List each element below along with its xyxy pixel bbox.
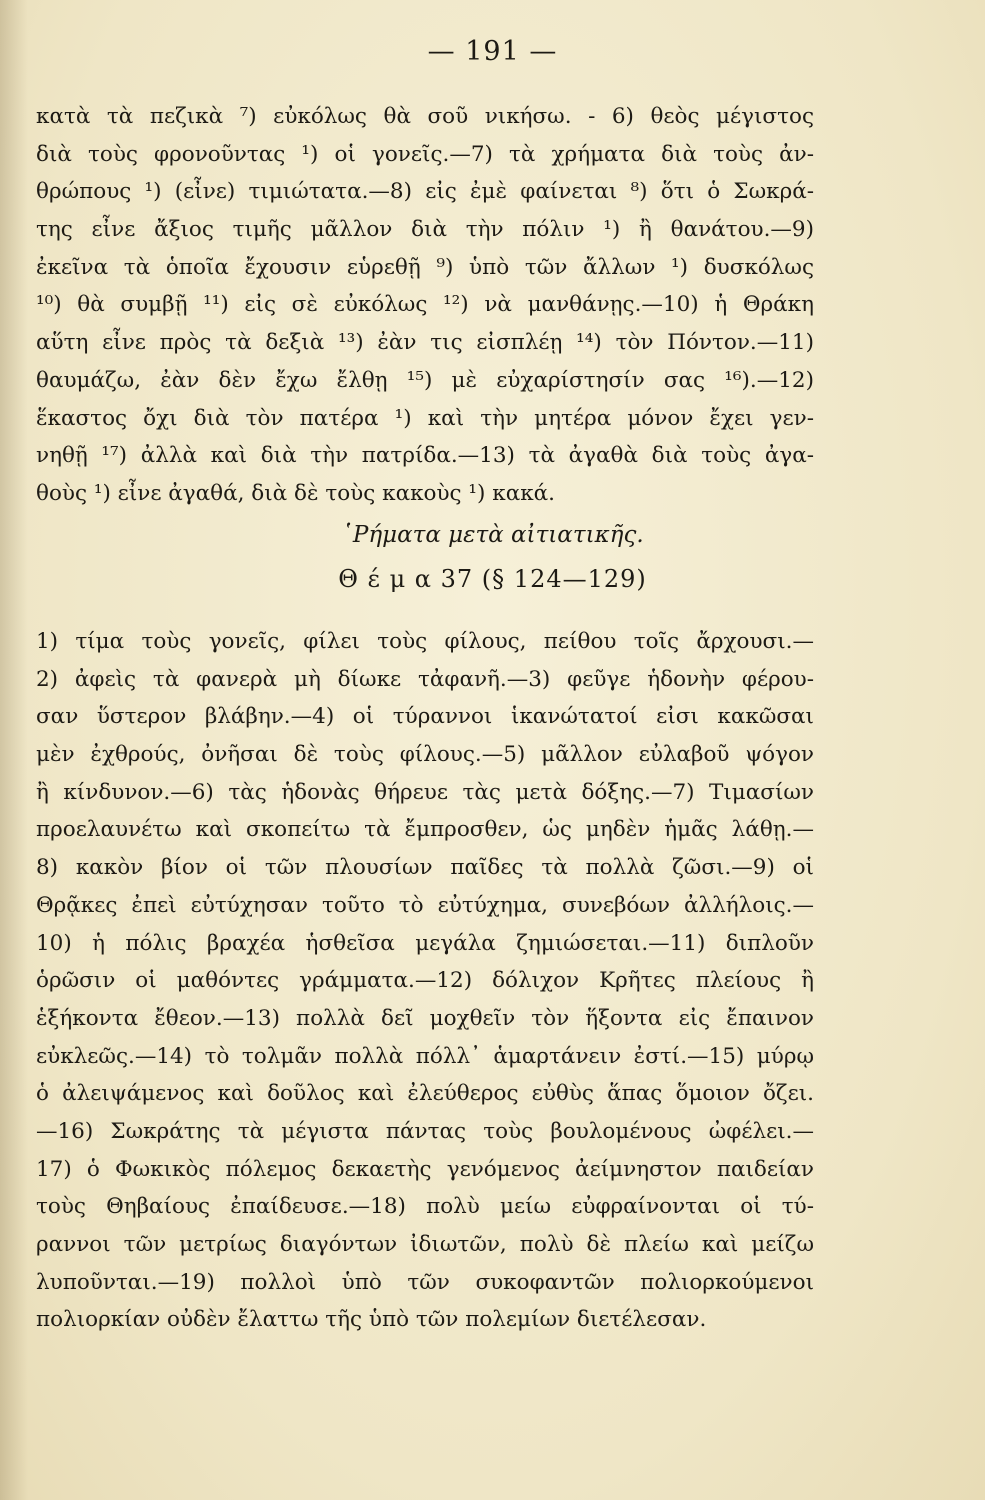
exercise-line: μὲν ἐχθρούς, ὀνῆσαι δὲ τοὺς φίλους.—5) μᾶλλον εὐλαβοῦ ψόγον bbox=[36, 742, 814, 768]
text-line: θοὺς ¹) εἶνε ἀγαθά, διὰ δὲ τοὺς κακοὺς ¹) κακά. bbox=[36, 480, 556, 506]
exercise-line: Θρᾷκες ἐπεὶ εὐτύχησαν τοῦτο τὸ εὐτύχημα, συνεβόων ἀλλήλοις.— bbox=[36, 892, 814, 918]
text-line: ¹⁰) θὰ συμβῇ ¹¹) εἰς σὲ εὐκόλως ¹²) νὰ μανθάνῃς.—10) ἡ Θράκη bbox=[36, 292, 814, 318]
exercise-line: ὁρῶσιν οἱ μαθόντες γράμματα.—12) δόλιχον Κρῆτες πλείους ἢ bbox=[36, 968, 814, 994]
exercise-line: ἢ κίνδυνον.—6) τὰς ἡδονὰς θήρευε τὰς μετὰ δόξης.—7) Τιμασίων bbox=[36, 779, 814, 805]
top-text-block bbox=[36, 98, 814, 513]
exercise-line: προελαυνέτω καὶ σκοπείτω τὰ ἔμπροσθεν, ὡς μηδὲν ἡμᾶς λάθῃ.— bbox=[36, 817, 814, 843]
text-line: αὕτη εἶνε πρὸς τὰ δεξιὰ ¹³) ἐὰν τις εἰσπλέῃ ¹⁴) τὸν Πόντον.—11) bbox=[36, 330, 814, 356]
text-line: ἐκεῖνα τὰ ὁποῖα ἔχουσιν εὑρεθῇ ⁹) ὑπὸ τῶν ἄλλων ¹) δυσκόλως bbox=[36, 254, 814, 280]
exercise-text-block bbox=[36, 623, 814, 1339]
exercise-line: 10) ἡ πόλις βραχέα ἡσθεῖσα μεγάλα ζημιώσεται.—11) διπλοῦν bbox=[36, 930, 814, 956]
text-line: κατὰ τὰ πεζικὰ ⁷) εὐκόλως θὰ σοῦ νικήσω. - 6) θεὸς μέγιστος bbox=[36, 104, 814, 129]
page-number: — 191 — bbox=[427, 36, 558, 67]
exercise-line: ὁ ἀλειψάμενος καὶ δοῦλος καὶ ἐλεύθερος εὐθὺς ἅπας ὅμοιον ὄζει. bbox=[36, 1081, 814, 1107]
exercise-line: —16) Σωκράτης τὰ μέγιστα πάντας τοὺς βουλομένους ὠφέλει.— bbox=[36, 1118, 814, 1144]
exercise-line: ἑξήκοντα ἔθεον.—13) πολλὰ δεῖ μοχθεῖν τὸν ἥξοντα εἰς ἔπαινον bbox=[36, 1005, 814, 1031]
text-line: ἕκαστος ὄχι διὰ τὸν πατέρα ¹) καὶ τὴν μητέρα μόνον ἔχει γεν- bbox=[36, 405, 814, 431]
exercise-line: ραννοι τῶν μετρίως διαγόντων ἰδιωτῶν, πολὺ δὲ πλείω καὶ μείζω bbox=[36, 1232, 814, 1257]
text-line: της εἶνε ἄξιος τιμῆς μᾶλλον διὰ τὴν πόλιν ¹) ἢ θανάτου.—9) bbox=[36, 217, 814, 243]
exercise-heading: Θ έ μ α 37 (§ 124—129) bbox=[338, 565, 647, 593]
exercise-line: πολιορκίαν οὐδὲν ἔλαττω τῆς ὑπὸ τῶν πολεμίων διετέλεσαν. bbox=[36, 1307, 707, 1333]
text-line: θρώπους ¹) (εἶνε) τιμιώτατα.—8) εἰς ἐμὲ φαίνεται ⁸) ὅτι ὁ Σωκρά- bbox=[36, 179, 814, 205]
exercise-line: 8) κακὸν βίον οἱ τῶν πλουσίων παῖδες τὰ πολλὰ ζῶσι.—9) οἱ bbox=[36, 855, 814, 881]
exercise-line: σαν ὕστερον βλάβην.—4) οἱ τύραννοι ἱκανώτατοί εἰσι κακῶσαι bbox=[36, 704, 814, 730]
section-heading: ῾Ρήματα μετὰ αἰτιατικῆς. bbox=[341, 522, 644, 548]
exercise-line: λυποῦνται.—19) πολλοὶ ὑπὸ τῶν συκοφαντῶν πολιορκούμενοι bbox=[36, 1269, 814, 1295]
text-line: νηθῇ ¹⁷) ἀλλὰ καὶ διὰ τὴν πατρίδα.—13) τὰ ἀγαθὰ διὰ τοὺς ἀγα- bbox=[36, 443, 814, 469]
page-edge-shadow bbox=[0, 0, 28, 1500]
exercise-line: 2) ἀφεὶς τὰ φανερὰ μὴ δίωκε τἀφανῆ.—3) φεῦγε ἡδονὴν φέρου- bbox=[36, 666, 814, 692]
text-line: θαυμάζω, ἐὰν δὲν ἔχω ἔλθῃ ¹⁵) μὲ εὐχαρίστησίν σας ¹⁶).—12) bbox=[36, 367, 814, 393]
exercise-line: 1) τίμα τοὺς γονεῖς, φίλει τοὺς φίλους, πείθου τοῖς ἄρχουσι.— bbox=[36, 629, 814, 654]
exercise-line: τοὺς Θηβαίους ἐπαίδευσε.—18) πολὺ μείω εὐφραίνονται οἱ τύ- bbox=[36, 1194, 814, 1220]
text-line: διὰ τοὺς φρονοῦντας ¹) οἱ γονεῖς.—7) τὰ χρήματα διὰ τοὺς ἀν- bbox=[36, 141, 814, 167]
exercise-line: εὐκλεῶς.—14) τὸ τολμᾶν πολλὰ πόλλ᾽ ἁμαρτάνειν ἐστί.—15) μύρῳ bbox=[36, 1043, 814, 1069]
exercise-line: 17) ὁ Φωκικὸς πόλεμος δεκαετὴς γενόμενος ἀείμνηστον παιδείαν bbox=[36, 1156, 814, 1182]
